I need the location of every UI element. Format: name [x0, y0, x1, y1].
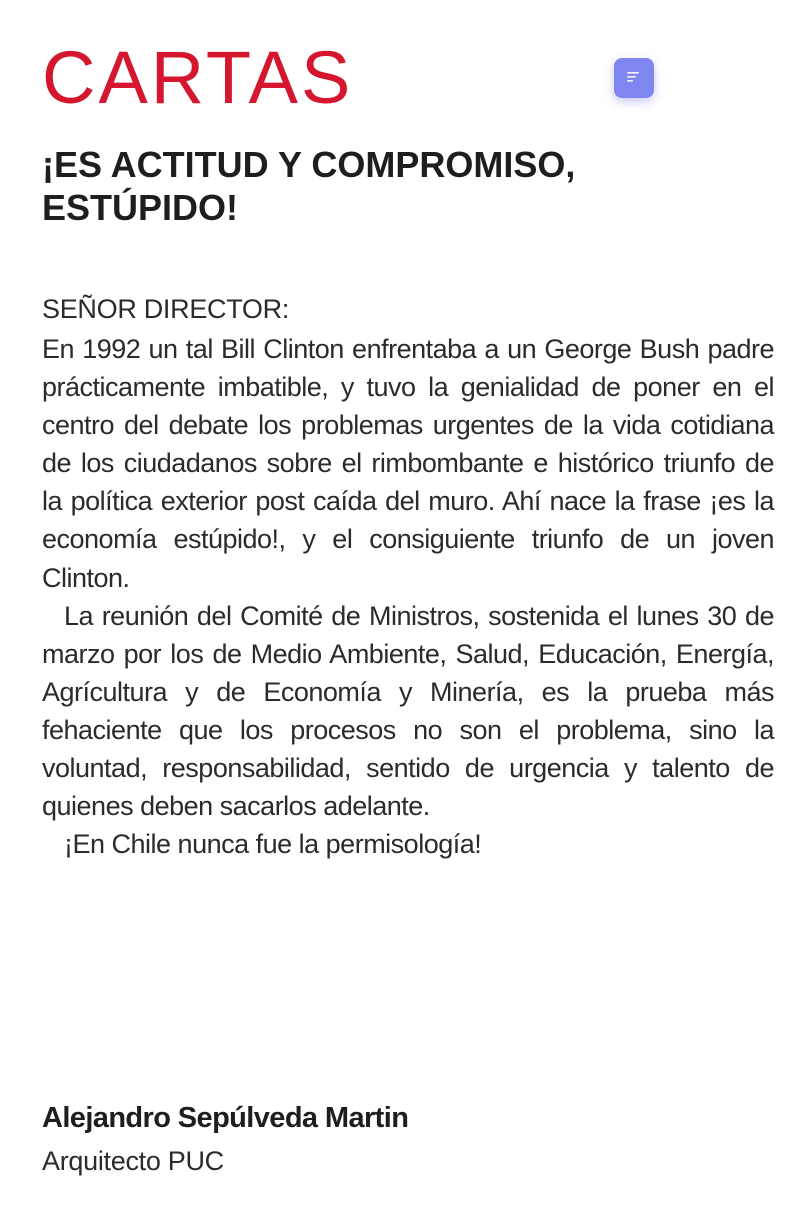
- author-title: Arquitecto PUC: [42, 1146, 224, 1176]
- section-title: CARTAS: [42, 36, 354, 119]
- letter-salutation: SEÑOR DIRECTOR:: [42, 294, 290, 324]
- letter-paragraph: ¡En Chile nunca fue la permisología!: [64, 829, 482, 860]
- author-name: Alejandro Sepúlveda Martin: [42, 1102, 409, 1134]
- letter-signature: [42, 1099, 408, 1179]
- letter-paragraph: La reunión del Comité de Ministros, sostenida el lunes 30 de marzo por los de Medio Ambiente, Salud, Educación, Energía, Agrícultura y de Economía y Minería, es la prueba más fehaciente que los procesos no son el problema, sino la voluntad, responsabilidad, sentido de urgencia y talento de quienes deben sacarlos adelante.: [42, 600, 774, 822]
- letter-body: [42, 330, 774, 863]
- menu-button[interactable]: [614, 58, 654, 98]
- menu-lines-icon: [624, 69, 644, 87]
- letter-headline: ¡ES ACTITUD Y COMPROMISO, ESTÚPIDO!: [42, 144, 576, 228]
- letter-paragraph: En 1992 un tal Bill Clinton enfrentaba a un George Bush padre prácticamente imbatible, y tuvo la genialidad de poner en el centro del debate los problemas urgentes de la vida cotidiana de los ciudadanos sobre el rimbombante e histórico triunfo de la política exterior post caída del muro. Ahí nace la frase ¡es la economía estúpido!, y el consiguiente triunfo de un joven Clinton.: [42, 334, 774, 593]
